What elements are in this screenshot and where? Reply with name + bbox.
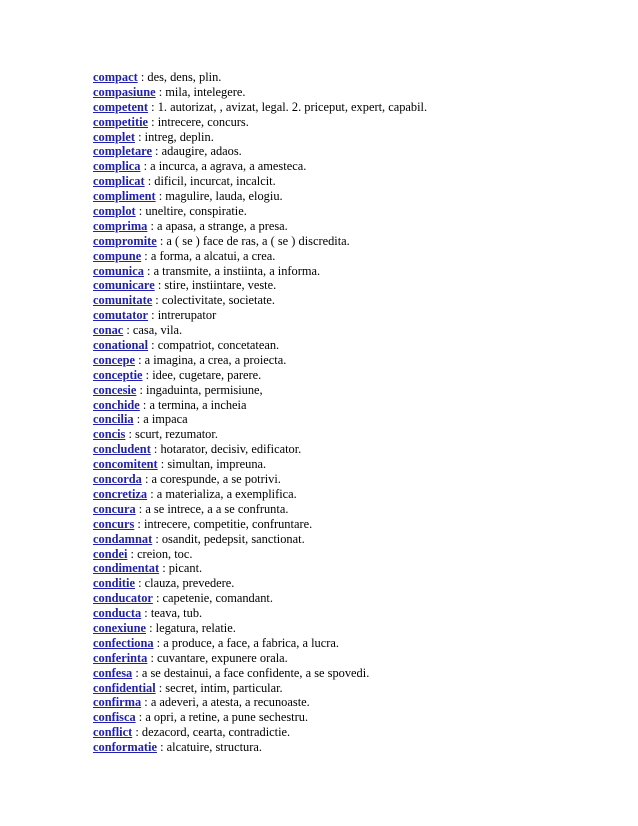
definition-text: casa, vila.: [132, 323, 183, 338]
definition-text: a opri, a retine, a pune sechestru.: [145, 710, 309, 725]
term-link[interactable]: complicat: [93, 174, 145, 189]
list-item: [93, 159, 613, 174]
list-item: [93, 591, 613, 606]
definition-text: intrerupator: [157, 308, 217, 323]
definition-text: a materializa, a exemplifica.: [156, 486, 297, 501]
term-link[interactable]: concesie: [93, 382, 137, 397]
term-link[interactable]: conferinta: [93, 650, 148, 665]
definition-text: mila, intelegere.: [165, 84, 246, 99]
definition-text: clauza, prevedere.: [144, 576, 235, 591]
term-link[interactable]: comprima: [93, 218, 148, 233]
definition-text: intrecere, competitie, confruntare.: [143, 516, 313, 531]
definition-text: a se intrece, a a se confrunta.: [145, 501, 289, 516]
definition-text: dificil, incurcat, incalcit.: [154, 174, 276, 189]
list-item: [93, 502, 613, 517]
list-item: [93, 487, 613, 502]
dictionary-page: [93, 70, 613, 755]
separator: :: [147, 650, 158, 665]
list-item: [93, 710, 613, 725]
separator: :: [148, 99, 158, 114]
separator: :: [135, 501, 146, 516]
term-link[interactable]: comutator: [93, 308, 149, 323]
separator: :: [135, 204, 146, 219]
separator: :: [155, 680, 166, 695]
list-item: [93, 651, 613, 666]
separator: :: [141, 606, 151, 621]
term-link[interactable]: concis: [93, 427, 126, 442]
separator: :: [142, 367, 153, 382]
list-item: [93, 412, 613, 427]
definition-text: simultan, impreuna.: [167, 457, 267, 472]
term-link[interactable]: concomitent: [93, 457, 158, 472]
definition-text: compatriot, concetatean.: [157, 338, 280, 353]
definition-text: a transmite, a instiinta, a informa.: [153, 263, 321, 278]
list-item: [93, 144, 613, 159]
list-item: [93, 204, 613, 219]
separator: :: [141, 248, 151, 263]
list-item: [93, 695, 613, 710]
term-link[interactable]: conformatie: [93, 740, 157, 755]
separator: :: [141, 695, 151, 710]
definition-text: osandit, pedepsit, sanctionat.: [161, 531, 305, 546]
term-link[interactable]: concura: [93, 501, 136, 516]
separator: :: [144, 174, 155, 189]
term-link[interactable]: comunica: [93, 263, 144, 278]
separator: :: [125, 427, 135, 442]
list-item: [93, 130, 613, 145]
term-link[interactable]: conducator: [93, 591, 153, 606]
separator: :: [151, 144, 162, 159]
separator: :: [137, 70, 148, 84]
separator: :: [150, 442, 161, 457]
separator: :: [155, 189, 166, 204]
term-link[interactable]: conceptie: [93, 367, 143, 382]
definition-text: 1. autorizat, , avizat, legal. 2. priceput, expert, capabil.: [157, 99, 428, 114]
separator: :: [148, 308, 158, 323]
list-item: [93, 666, 613, 681]
list-item: [93, 383, 613, 398]
definition-text: a imagina, a crea, a proiecta.: [144, 352, 287, 367]
definition-text: a termina, a incheia: [149, 397, 247, 412]
separator: :: [159, 561, 169, 576]
separator: :: [147, 218, 158, 233]
list-item: [93, 547, 613, 562]
separator: :: [146, 620, 156, 635]
term-link[interactable]: compasiune: [93, 84, 156, 99]
term-link[interactable]: competent: [93, 99, 149, 114]
entry-list: [93, 70, 613, 755]
definition-text: intreg, deplin.: [144, 129, 214, 144]
term-link[interactable]: confirma: [93, 695, 142, 710]
list-item: [93, 174, 613, 189]
term-link[interactable]: comunicare: [93, 278, 155, 293]
list-item: [93, 606, 613, 621]
separator: :: [157, 457, 168, 472]
term-link[interactable]: conational: [93, 338, 149, 353]
definition-text: magulire, lauda, elogiu.: [165, 189, 283, 204]
term-link[interactable]: confesa: [93, 665, 133, 680]
term-link[interactable]: concurs: [93, 516, 135, 531]
definition-text: a incurca, a agrava, a amesteca.: [150, 159, 307, 174]
term-link[interactable]: concilia: [93, 412, 134, 427]
term-link[interactable]: conflict: [93, 725, 133, 740]
definition-text: a adeveri, a atesta, a recunoaste.: [150, 695, 310, 710]
definition-text: cuvantare, expunere orala.: [157, 650, 288, 665]
list-item: [93, 264, 613, 279]
term-link[interactable]: compromite: [93, 233, 157, 248]
separator: :: [155, 84, 166, 99]
separator: :: [140, 159, 151, 174]
list-item: [93, 219, 613, 234]
separator: :: [136, 382, 146, 397]
list-item: [93, 189, 613, 204]
definition-text: intrecere, concurs.: [157, 114, 249, 129]
definition-text: a se destainui, a face confidente, a se spovedi.: [141, 665, 370, 680]
separator: :: [132, 665, 142, 680]
separator: :: [135, 710, 146, 725]
list-item: [93, 740, 613, 755]
term-link[interactable]: complot: [93, 204, 136, 219]
separator: :: [156, 233, 167, 248]
separator: :: [132, 725, 142, 740]
term-link[interactable]: conexiune: [93, 620, 147, 635]
definition-text: adaugire, adaos.: [161, 144, 242, 159]
separator: :: [139, 397, 150, 412]
term-link[interactable]: conditie: [93, 576, 135, 591]
term-link[interactable]: confisca: [93, 710, 136, 725]
list-item: [93, 725, 613, 740]
term-link[interactable]: complica: [93, 159, 141, 174]
list-item: [93, 681, 613, 696]
separator: :: [147, 486, 157, 501]
definition-text: stire, instiintare, veste.: [164, 278, 277, 293]
term-link[interactable]: conducta: [93, 606, 142, 621]
definition-text: a impaca: [143, 412, 188, 427]
definition-text: des, dens, plin.: [147, 70, 222, 84]
definition-text: creion, toc.: [137, 546, 193, 561]
definition-text: a forma, a alcatui, a crea.: [150, 248, 276, 263]
separator: :: [143, 263, 154, 278]
definition-text: dezacord, cearta, contradictie.: [141, 725, 291, 740]
separator: :: [123, 323, 133, 338]
list-item: [93, 353, 613, 368]
definition-text: a corespunde, a se potrivi.: [151, 472, 281, 487]
list-item: [93, 457, 613, 472]
separator: :: [134, 516, 144, 531]
separator: :: [157, 740, 167, 755]
definition-text: a ( se ) face de ras, a ( se ) discredita.: [166, 233, 350, 248]
separator: :: [133, 412, 144, 427]
list-item: [93, 100, 613, 115]
term-link[interactable]: confidential: [93, 680, 156, 695]
separator: :: [134, 352, 145, 367]
definition-text: teava, tub.: [150, 606, 203, 621]
separator: :: [141, 472, 152, 487]
list-item: [93, 576, 613, 591]
list-item: [93, 323, 613, 338]
term-link[interactable]: conchide: [93, 397, 140, 412]
definition-text: a produce, a face, a fabrica, a lucra.: [163, 635, 339, 650]
definition-text: uneltire, conspiratie.: [145, 204, 247, 219]
list-item: [93, 85, 613, 100]
term-link[interactable]: competitie: [93, 114, 149, 129]
definition-text: idee, cugetare, parere.: [152, 367, 262, 382]
definition-text: legatura, relatie.: [155, 620, 236, 635]
definition-text: scurt, rezumator.: [135, 427, 218, 442]
term-link[interactable]: condimentat: [93, 561, 160, 576]
term-link[interactable]: concretiza: [93, 486, 148, 501]
list-item: [93, 561, 613, 576]
term-link[interactable]: conac: [93, 323, 124, 338]
list-item: [93, 442, 613, 457]
list-item: [93, 115, 613, 130]
definition-text: hotarator, decisiv, edificator.: [160, 442, 302, 457]
list-item: [93, 621, 613, 636]
term-link[interactable]: concludent: [93, 442, 151, 457]
list-item: [93, 427, 613, 442]
list-item: [93, 278, 613, 293]
definition-text: capetenie, comandant.: [162, 591, 273, 606]
separator: :: [152, 591, 163, 606]
definition-text: picant.: [168, 561, 203, 576]
list-item: [93, 293, 613, 308]
definition-text: ingaduinta, permisiune,: [146, 382, 263, 397]
separator: :: [153, 635, 164, 650]
term-link[interactable]: completare: [93, 144, 152, 159]
term-link[interactable]: complet: [93, 129, 135, 144]
list-item: [93, 234, 613, 249]
list-item: [93, 517, 613, 532]
list-item: [93, 398, 613, 413]
list-item: [93, 249, 613, 264]
definition-text: secret, intim, particular.: [165, 680, 283, 695]
list-item: [93, 532, 613, 547]
separator: :: [152, 531, 162, 546]
list-item: [93, 636, 613, 651]
list-item: [93, 368, 613, 383]
term-link[interactable]: condamnat: [93, 531, 153, 546]
separator: :: [152, 293, 162, 308]
term-link[interactable]: compliment: [93, 189, 156, 204]
list-item: [93, 308, 613, 323]
definition-text: colectivitate, societate.: [161, 293, 276, 308]
list-item: [93, 70, 613, 85]
separator: :: [154, 278, 165, 293]
separator: :: [148, 338, 158, 353]
term-link[interactable]: compact: [93, 70, 138, 84]
separator: :: [134, 129, 145, 144]
definition-text: alcatuire, structura.: [166, 740, 262, 755]
term-link[interactable]: concepe: [93, 352, 135, 367]
term-link[interactable]: compune: [93, 248, 142, 263]
term-link[interactable]: confectiona: [93, 635, 154, 650]
term-link[interactable]: condei: [93, 546, 128, 561]
separator: :: [135, 576, 145, 591]
term-link[interactable]: comunitate: [93, 293, 153, 308]
list-item: [93, 472, 613, 487]
separator: :: [127, 546, 138, 561]
term-link[interactable]: concorda: [93, 472, 142, 487]
separator: :: [148, 114, 158, 129]
list-item: [93, 338, 613, 353]
definition-text: a apasa, a strange, a presa.: [157, 218, 288, 233]
